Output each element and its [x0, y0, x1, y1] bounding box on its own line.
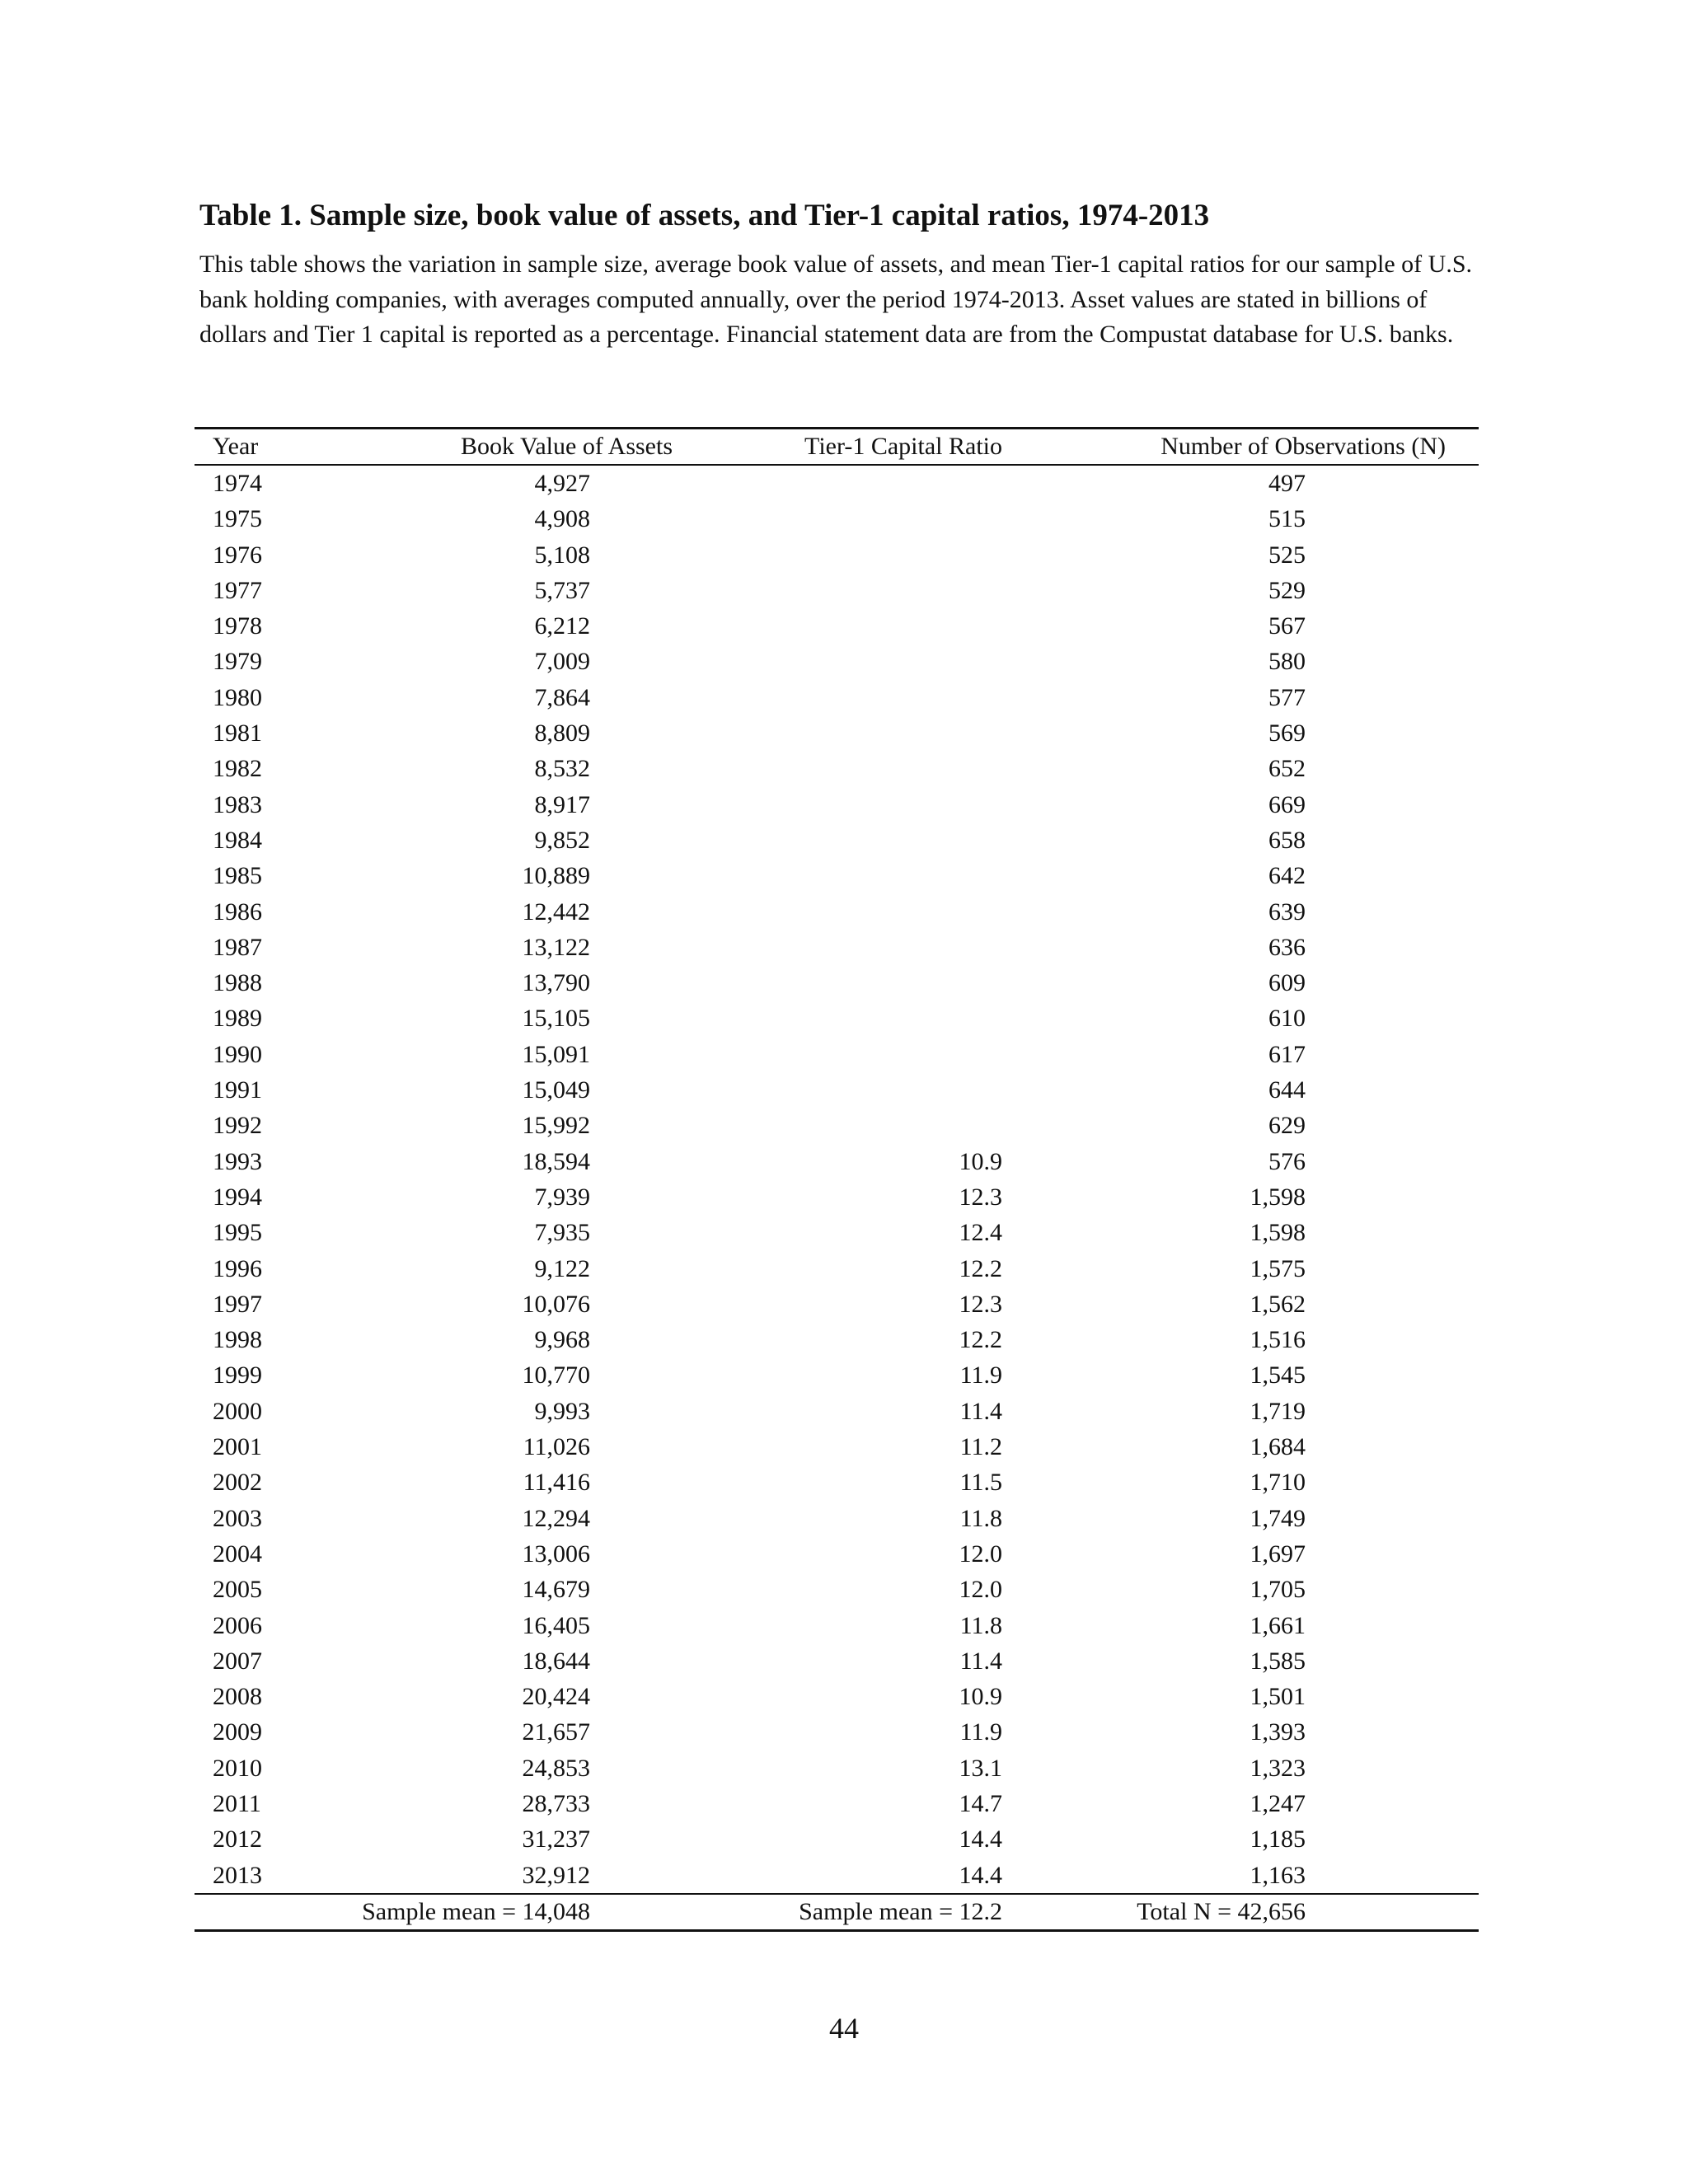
- year-cell: 1981: [213, 719, 262, 748]
- year-cell: 1997: [213, 1290, 262, 1318]
- observations-cell: 525: [1268, 541, 1306, 569]
- tier1-ratio-cell: [673, 608, 1085, 644]
- tier1-ratio-cell: 12.2: [959, 1254, 1002, 1282]
- table-row: [195, 930, 1479, 965]
- table-row: [195, 1750, 1479, 1786]
- observations-cell: 1,749: [1250, 1504, 1306, 1532]
- table-row: [195, 823, 1479, 858]
- book-value-cell: 9,968: [534, 1326, 590, 1354]
- tier1-ratio-cell: [673, 1108, 1085, 1143]
- year-cell: 1985: [213, 862, 262, 890]
- book-value-cell: 4,927: [534, 470, 590, 497]
- book-value-cell: 20,424: [522, 1683, 590, 1711]
- observations-cell: 1,710: [1250, 1469, 1306, 1497]
- book-value-cell: 4,908: [534, 505, 590, 533]
- tier1-ratio-cell: 12.0: [959, 1540, 1002, 1568]
- summary-tier1-mean: Sample mean = 12.2: [673, 1894, 1085, 1931]
- table-row: [195, 751, 1479, 786]
- tier1-ratio-cell: [673, 501, 1085, 537]
- book-value-cell: 13,790: [522, 969, 590, 997]
- year-cell: 1986: [213, 898, 262, 926]
- tier1-ratio-cell: [673, 751, 1085, 786]
- tier1-ratio-cell: [673, 1037, 1085, 1072]
- tier1-ratio-cell: 13.1: [959, 1754, 1002, 1782]
- tier1-ratio-cell: 10.9: [959, 1683, 1002, 1711]
- observations-cell: 1,393: [1250, 1718, 1306, 1746]
- year-cell: 1980: [213, 683, 262, 711]
- summary-total-n: Total N = 42,656: [1085, 1894, 1479, 1931]
- column-header-year: Year: [195, 429, 359, 466]
- book-value-cell: 6,212: [534, 612, 590, 640]
- year-cell: 2007: [213, 1647, 262, 1675]
- book-value-cell: 11,026: [523, 1433, 590, 1461]
- book-value-cell: 14,679: [522, 1576, 590, 1604]
- table-row: [195, 1215, 1479, 1250]
- table-row: [195, 501, 1479, 537]
- book-value-cell: 10,889: [522, 862, 590, 890]
- observations-cell: 1,323: [1250, 1754, 1306, 1782]
- tier1-ratio-cell: 14.4: [959, 1861, 1002, 1889]
- tier1-ratio-cell: 11.2: [959, 1433, 1002, 1461]
- observations-cell: 669: [1268, 790, 1306, 818]
- tier1-ratio-cell: 12.0: [959, 1576, 1002, 1604]
- table-row: [195, 1286, 1479, 1322]
- table-row: [195, 1501, 1479, 1536]
- observations-cell: 639: [1268, 898, 1306, 926]
- tier1-ratio-cell: [673, 858, 1085, 893]
- table-row: [195, 573, 1479, 608]
- tier1-ratio-cell: [673, 573, 1085, 608]
- book-value-cell: 7,864: [534, 683, 590, 711]
- observations-cell: 1,719: [1250, 1397, 1306, 1425]
- tier1-ratio-cell: 12.4: [959, 1219, 1002, 1247]
- book-value-cell: 8,532: [534, 755, 590, 783]
- book-value-cell: 9,122: [534, 1254, 590, 1282]
- book-value-cell: 12,294: [522, 1504, 590, 1532]
- year-cell: 1999: [213, 1361, 262, 1390]
- table-row: [195, 1357, 1479, 1393]
- year-cell: 2009: [213, 1718, 262, 1746]
- tier1-ratio-cell: [673, 1001, 1085, 1036]
- observations-cell: 1,598: [1250, 1219, 1306, 1247]
- observations-cell: 497: [1268, 470, 1306, 497]
- book-value-cell: 13,122: [522, 933, 590, 961]
- tier1-ratio-cell: [673, 644, 1085, 679]
- year-cell: 1975: [213, 505, 262, 533]
- tier1-ratio-cell: 14.7: [959, 1789, 1002, 1817]
- observations-cell: 642: [1268, 862, 1306, 890]
- observations-cell: 1,545: [1250, 1361, 1306, 1390]
- year-cell: 2008: [213, 1683, 262, 1711]
- observations-cell: 1,705: [1250, 1576, 1306, 1604]
- book-value-cell: 15,091: [522, 1040, 590, 1068]
- observations-cell: 1,562: [1250, 1290, 1306, 1318]
- year-cell: 2011: [213, 1789, 261, 1817]
- book-value-cell: 10,076: [522, 1290, 590, 1318]
- table-caption: This table shows the variation in sample size, average book value of assets, and mean Tier-1 capital ratios for our sample of U.S. bank holding companies, with averages computed annually, over the period 1974-2013. Asset values are stated in billions of dollars and Tier 1 capital is reported as a percentage. Financial statement data are from the Compustat database for U.S. banks.: [199, 251, 1473, 348]
- table-row: [195, 1251, 1479, 1286]
- year-cell: 1978: [213, 612, 262, 640]
- table-row: [195, 965, 1479, 1001]
- tier1-ratio-cell: 12.3: [959, 1183, 1002, 1211]
- table-row: [195, 1572, 1479, 1607]
- tier1-ratio-cell: 11.8: [959, 1504, 1002, 1532]
- observations-cell: 1,575: [1250, 1254, 1306, 1282]
- tier1-ratio-cell: [673, 787, 1085, 823]
- table-row: [195, 1108, 1479, 1143]
- table-row: [195, 1643, 1479, 1679]
- column-header-observations: Number of Observations (N): [1085, 429, 1479, 466]
- year-cell: 1979: [213, 648, 262, 676]
- year-cell: 1998: [213, 1326, 262, 1354]
- book-value-cell: 32,912: [522, 1861, 590, 1889]
- book-value-cell: 7,009: [534, 648, 590, 676]
- year-cell: 1984: [213, 826, 262, 854]
- tier1-ratio-cell: 11.4: [959, 1647, 1002, 1675]
- column-header-tier1-ratio: Tier-1 Capital Ratio: [673, 429, 1085, 466]
- book-value-cell: 5,737: [534, 576, 590, 604]
- book-value-cell: 7,939: [534, 1183, 590, 1211]
- tier1-ratio-cell: 11.9: [959, 1361, 1002, 1390]
- table-row: [195, 1536, 1479, 1572]
- table-row: [195, 1821, 1479, 1857]
- observations-cell: 610: [1268, 1005, 1306, 1033]
- book-value-cell: 15,049: [522, 1076, 590, 1104]
- tier1-ratio-cell: [673, 537, 1085, 573]
- year-cell: 2001: [213, 1433, 262, 1461]
- year-cell: 1991: [213, 1076, 262, 1104]
- year-cell: 1988: [213, 969, 262, 997]
- book-value-cell: 28,733: [522, 1789, 590, 1817]
- tier1-ratio-cell: [673, 965, 1085, 1001]
- book-value-cell: 10,770: [522, 1361, 590, 1390]
- book-value-cell: 8,809: [534, 719, 590, 748]
- observations-cell: 1,585: [1250, 1647, 1306, 1675]
- summary-row: [195, 1894, 1479, 1931]
- tier1-ratio-cell: [673, 930, 1085, 965]
- column-header-book-value: Book Value of Assets: [359, 429, 673, 466]
- year-cell: 1976: [213, 541, 262, 569]
- book-value-cell: 31,237: [522, 1825, 590, 1854]
- year-cell: 1995: [213, 1219, 262, 1247]
- observations-cell: 576: [1268, 1147, 1306, 1175]
- table-body: [195, 465, 1479, 1894]
- tier1-ratio-cell: 12.2: [959, 1326, 1002, 1354]
- book-value-cell: 9,852: [534, 826, 590, 854]
- book-value-cell: 15,992: [522, 1112, 590, 1140]
- table-row: [195, 787, 1479, 823]
- observations-cell: 629: [1268, 1112, 1306, 1140]
- table-row: [195, 680, 1479, 715]
- table-row: [195, 1072, 1479, 1108]
- year-cell: 1983: [213, 790, 262, 818]
- observations-cell: 529: [1268, 576, 1306, 604]
- tier1-ratio-cell: 12.3: [959, 1290, 1002, 1318]
- tier1-ratio-cell: 14.4: [959, 1825, 1002, 1854]
- table-row: [195, 1858, 1479, 1894]
- year-cell: 2012: [213, 1825, 262, 1854]
- tier1-ratio-cell: [673, 823, 1085, 858]
- observations-cell: 658: [1268, 826, 1306, 854]
- tier1-ratio-cell: 11.4: [959, 1397, 1002, 1425]
- table-row: [195, 1037, 1479, 1072]
- table-row: [195, 1394, 1479, 1429]
- year-cell: 2003: [213, 1504, 262, 1532]
- observations-cell: 1,163: [1250, 1861, 1306, 1889]
- table-row: [195, 894, 1479, 930]
- table-row: [195, 858, 1479, 893]
- observations-cell: 1,247: [1250, 1789, 1306, 1817]
- year-cell: 1982: [213, 755, 262, 783]
- table-row: [195, 1465, 1479, 1500]
- book-value-cell: 11,416: [523, 1469, 590, 1497]
- book-value-cell: 18,644: [522, 1647, 590, 1675]
- tier1-ratio-cell: [673, 1072, 1085, 1108]
- book-value-cell: 21,657: [522, 1718, 590, 1746]
- book-value-cell: 12,442: [522, 898, 590, 926]
- summary-assets-mean: Sample mean = 14,048: [359, 1894, 673, 1931]
- observations-cell: 1,598: [1250, 1183, 1306, 1211]
- table-row: [195, 715, 1479, 751]
- tier1-ratio-cell: [673, 465, 1085, 501]
- tier1-ratio-cell: 11.5: [959, 1469, 1002, 1497]
- observations-cell: 1,185: [1250, 1825, 1306, 1854]
- tier1-ratio-cell: [673, 680, 1085, 715]
- observations-cell: 617: [1268, 1040, 1306, 1068]
- table-row: [195, 1786, 1479, 1821]
- year-cell: 1987: [213, 933, 262, 961]
- table-row: [195, 1322, 1479, 1357]
- book-value-cell: 24,853: [522, 1754, 590, 1782]
- observations-cell: 652: [1268, 755, 1306, 783]
- year-cell: 2010: [213, 1754, 262, 1782]
- tier1-ratio-cell: 10.9: [959, 1147, 1002, 1175]
- book-value-cell: 18,594: [522, 1147, 590, 1175]
- year-cell: 2002: [213, 1469, 262, 1497]
- table-title: Table 1. Sample size, book value of assets, and Tier-1 capital ratios, 1974-2013: [199, 199, 1210, 232]
- book-value-cell: 13,006: [522, 1540, 590, 1568]
- page-number: 44: [829, 2012, 859, 2045]
- year-cell: 1996: [213, 1254, 262, 1282]
- table-row: [195, 465, 1479, 501]
- table-row: [195, 1679, 1479, 1714]
- tier1-ratio-cell: 11.8: [959, 1611, 1002, 1639]
- year-cell: 1994: [213, 1183, 262, 1211]
- table-row: [195, 1714, 1479, 1750]
- year-cell: 2004: [213, 1540, 262, 1568]
- table-row: [195, 1179, 1479, 1215]
- table-row: [195, 608, 1479, 644]
- year-cell: 2000: [213, 1397, 262, 1425]
- tier1-ratio-cell: [673, 894, 1085, 930]
- book-value-cell: 7,935: [534, 1219, 590, 1247]
- observations-cell: 1,516: [1250, 1326, 1306, 1354]
- book-value-cell: 16,405: [522, 1611, 590, 1639]
- observations-cell: 580: [1268, 648, 1306, 676]
- year-cell: 1974: [213, 470, 262, 497]
- book-value-cell: 5,108: [534, 541, 590, 569]
- observations-cell: 1,501: [1250, 1683, 1306, 1711]
- year-cell: 2006: [213, 1611, 262, 1639]
- data-table: [195, 427, 1479, 1932]
- table-row: [195, 644, 1479, 679]
- table-row: [195, 1429, 1479, 1465]
- table-row: [195, 537, 1479, 573]
- tier1-ratio-cell: 11.9: [959, 1718, 1002, 1746]
- year-cell: 2013: [213, 1861, 262, 1889]
- observations-cell: 577: [1268, 683, 1306, 711]
- observations-cell: 636: [1268, 933, 1306, 961]
- observations-cell: 609: [1268, 969, 1306, 997]
- observations-cell: 1,661: [1250, 1611, 1306, 1639]
- observations-cell: 567: [1268, 612, 1306, 640]
- year-cell: 1990: [213, 1040, 262, 1068]
- table-row: [195, 1144, 1479, 1179]
- book-value-cell: 15,105: [522, 1005, 590, 1033]
- year-cell: 1977: [213, 576, 262, 604]
- header-row: [195, 429, 1479, 466]
- year-cell: 2005: [213, 1576, 262, 1604]
- year-cell: 1993: [213, 1147, 262, 1175]
- observations-cell: 1,697: [1250, 1540, 1306, 1568]
- book-value-cell: 8,917: [534, 790, 590, 818]
- table-row: [195, 1001, 1479, 1036]
- tier1-ratio-cell: [673, 715, 1085, 751]
- observations-cell: 515: [1268, 505, 1306, 533]
- observations-cell: 1,684: [1250, 1433, 1306, 1461]
- observations-cell: 644: [1268, 1076, 1306, 1104]
- book-value-cell: 9,993: [534, 1397, 590, 1425]
- year-cell: 1989: [213, 1005, 262, 1033]
- table-row: [195, 1608, 1479, 1643]
- year-cell: 1992: [213, 1112, 262, 1140]
- observations-cell: 569: [1268, 719, 1306, 748]
- summary-empty-cell: [195, 1894, 359, 1931]
